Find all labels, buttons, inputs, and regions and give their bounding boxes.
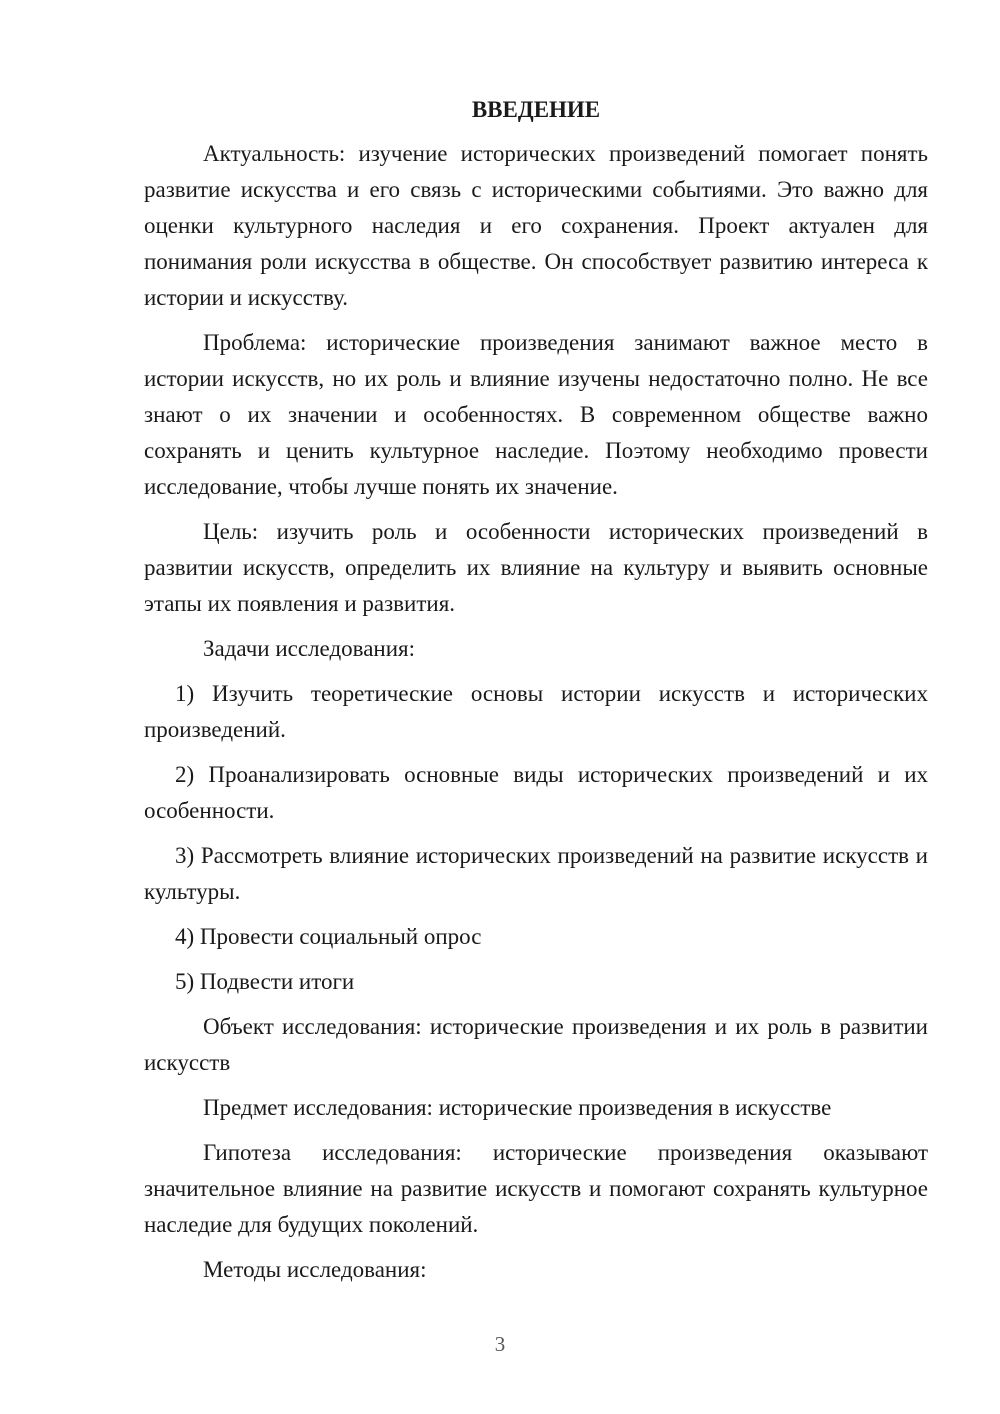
hypothesis-paragraph: Гипотеза исследования: исторические произведения оказывают значительное влияние на развитие искусств и помогают сохранять культурное наследие для будущих поколений. xyxy=(144,1140,928,1237)
document-title: ВВЕДЕНИЕ xyxy=(471,97,601,122)
task-item: 1) Изучить теоретические основы истории искусств и исторических произведений. xyxy=(144,681,928,742)
tasks-heading: Задачи исследования: xyxy=(203,636,416,661)
subject-paragraph: Предмет исследования: исторические произведения в искусстве xyxy=(203,1095,832,1120)
task-item: 4) Провести социальный опрос xyxy=(175,924,482,949)
task-item: 3) Рассмотреть влияние исторических произведений на развитие искусств и культуры. xyxy=(144,843,928,904)
document-page xyxy=(144,92,928,1297)
task-item: 5) Подвести итоги xyxy=(175,969,355,994)
page-number: 3 xyxy=(494,1332,506,1356)
problem-paragraph: Проблема: исторические произведения занимают важное место в истории искусств, но их роль и влияние изучены недостаточно полно. Не все знают о их значении и особенностях. В современном обществе важно сохранять и ценить культурное наследие. Поэтому необходимо провести исследование, чтобы лучше понять их значение. xyxy=(144,330,928,499)
object-paragraph: Объект исследования: исторические произведения и их роль в развитии искусств xyxy=(144,1014,928,1075)
task-item: 2) Проанализировать основные виды исторических произведений и их особенности. xyxy=(144,762,928,823)
relevance-paragraph: Актуальность: изучение исторических произведений помогает понять развитие искусства и его связь с историческими событиями. Это важно для оценки культурного наследия и его сохранения. Проект актуален для понимания роли искусства в обществе. Он способствует развитию интереса к истории и искусству. xyxy=(144,141,928,310)
methods-heading: Методы исследования: xyxy=(203,1257,427,1282)
goal-paragraph: Цель: изучить роль и особенности исторических произведений в развитии искусств, определить их влияние на культуру и выявить основные этапы их появления и развития. xyxy=(144,519,928,616)
